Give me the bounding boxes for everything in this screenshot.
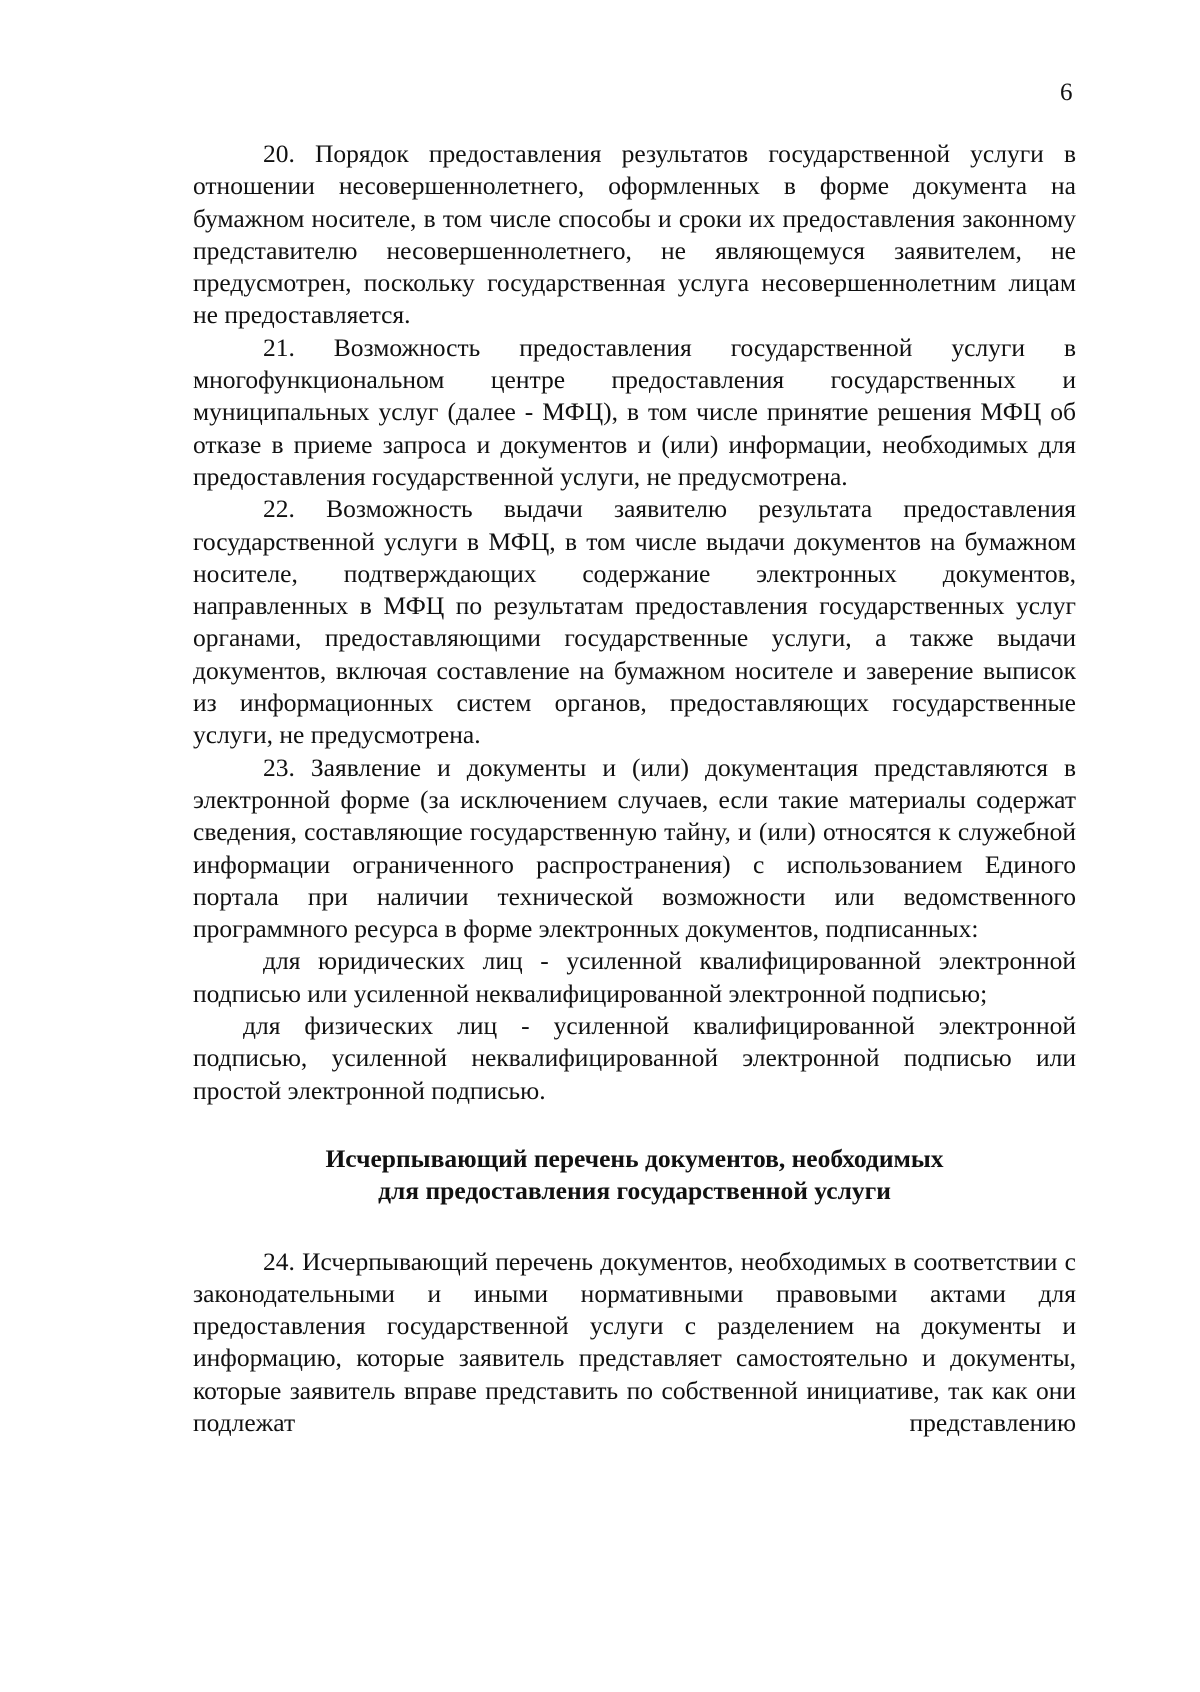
document-body	[193, 138, 1076, 1439]
section-heading-line-2: для предоставления государственной услуги	[378, 1176, 891, 1206]
paragraph-23: 23. Заявление и документы и (или) документация представляются в электронной форме (за исключением случаев, если такие материалы содержат сведения, составляющие государственную тайну, и (или) относятся к служебной информации ограниченного распространения) с использованием Единого портала при наличии технической возможности или ведомственного программного ресурса в форме электронных документов, подписанных:	[193, 752, 1076, 944]
section-heading	[193, 1143, 1076, 1208]
paragraph-24: 24. Исчерпывающий перечень документов, необходимых в соответствии с законодательными и иными нормативными правовыми актами для предоставления государственной услуги с разделением на документы и информацию, которые заявитель представляет самостоятельно и документы, которые заявитель вправе представить по собственной инициативе, так как они подлежат представлению	[193, 1246, 1076, 1437]
paragraph-22: 22. Возможность выдачи заявителю результата предоставления государственной услуги в МФЦ, в том числе выдачи документов на бумажном носителе, подтверждающих содержание электронных документов, направленных в МФЦ по результатам предоставления государственных услуг органами, предоставляющими государственные услуги, а также выдачи документов, включая составление на бумажном носителе и заверение выписок из информационных систем органов, предоставляющих государственные услуги, не предусмотрена.	[193, 494, 1076, 750]
paragraph-23-legal-entities: для юридических лиц - усиленной квалифицированной электронной подписью или усиленной неквалифицированной электронной подписью;	[193, 946, 1076, 1008]
paragraph-23-individuals: для физических лиц - усиленной квалифицированной электронной подписью, усиленной неквалифицированной электронной подписью или простой электронной подписью.	[193, 1011, 1076, 1105]
paragraph-21: 21. Возможность предоставления государственной услуги в многофункциональном центре предоставления государственных и муниципальных услуг (далее - МФЦ), в том числе принятие решения МФЦ об отказе в приеме запроса и документов и (или) информации, необходимых для предоставления государственной услуги, не предусмотрена.	[193, 332, 1076, 491]
section-heading-line-1: Исчерпывающий перечень документов, необходимых	[325, 1143, 944, 1173]
paragraph-20: 20. Порядок предоставления результатов государственной услуги в отношении несовершеннолетнего, оформленных в форме документа на бумажном носителе, в том числе способы и сроки их предоставления законному представителю несовершеннолетнего, не являющемуся заявителем, не предусмотрен, поскольку государственная услуга несовершеннолетним лицам не предоставляется.	[193, 139, 1076, 330]
page-number: 6	[1060, 79, 1073, 106]
